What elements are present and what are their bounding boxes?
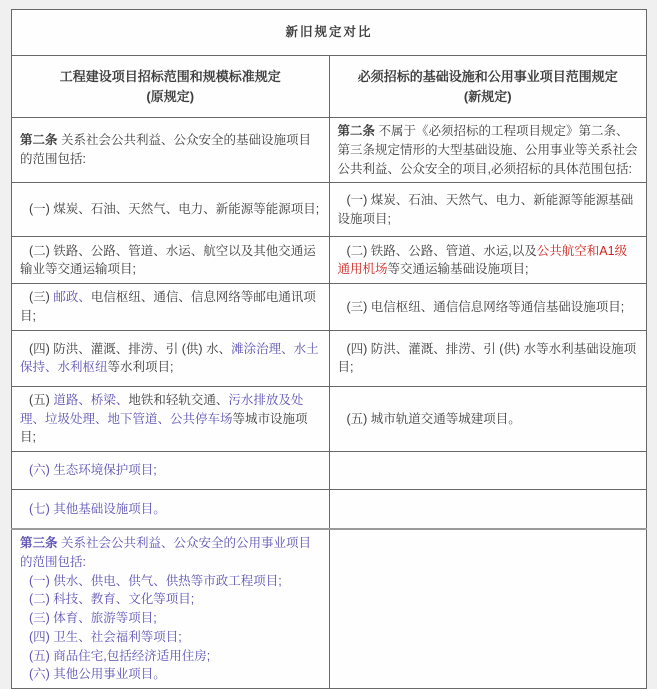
table-row [12, 237, 647, 284]
text-segment: (一) 煤炭、石油、天然气、电力、新能源等能源项目; [29, 202, 320, 217]
table-row [12, 330, 647, 386]
text-segment: (三) 体育、旅游等项目; [29, 611, 157, 625]
cell-paragraph [20, 131, 321, 169]
cell-old-regulation [12, 284, 330, 331]
text-segment: (二) 铁路、公路、管道、水运,以及 [346, 243, 537, 258]
text-segment: 邮政、 [53, 290, 91, 305]
text-segment: (五) 城市轨道交通等城建项目。 [346, 411, 521, 426]
table-row [12, 490, 647, 530]
cell-paragraph [20, 647, 321, 666]
text-segment: 第二条 [337, 124, 376, 138]
column-header-old-regulation [12, 56, 330, 118]
cell-paragraph [338, 340, 639, 378]
table-head [12, 10, 647, 118]
text-segment: 道路、桥梁、 [53, 392, 129, 407]
cell-old-regulation [12, 386, 330, 451]
cell-new-regulation [329, 118, 647, 183]
table-row [12, 386, 647, 451]
table-row [12, 284, 647, 331]
text-segment: (六) 生态环境保护项目; [29, 463, 157, 478]
cell-paragraph [20, 391, 321, 447]
text-segment: (二) 科技、教育、文化等项目; [29, 592, 195, 607]
cell-paragraph [338, 410, 639, 429]
cell-paragraph [338, 122, 639, 178]
text-segment: 第二条 [20, 133, 58, 148]
cell-paragraph [20, 500, 321, 519]
cell-new-regulation [329, 490, 647, 530]
cell-old-regulation [12, 330, 330, 386]
cell-paragraph [20, 609, 321, 628]
table-row [12, 452, 647, 490]
cell-old-regulation [12, 452, 330, 490]
cell-new-regulation [329, 529, 647, 689]
cell-paragraph [338, 242, 639, 280]
column-header-new-title: 必须招标的基础设施和公用事业项目范围规定 [357, 69, 618, 84]
column-header-new-regulation [329, 56, 647, 118]
table-row [12, 118, 647, 183]
text-segment: 电信枢纽、通信、信息网络等邮电通讯项目; [20, 290, 316, 323]
text-segment: 等交通运输基础设施项目; [387, 262, 529, 277]
text-segment: (三) [29, 290, 54, 305]
cell-paragraph [338, 191, 639, 229]
text-segment: (三) 电信枢纽、通信信息网络等通信基础设施项目; [346, 299, 625, 314]
text-segment: 滩涂治理、水土保持、水利枢纽 [20, 341, 319, 375]
text-segment: (六) 其他公用事业项目。 [29, 667, 166, 682]
cell-paragraph [20, 534, 321, 572]
title-row [12, 10, 647, 56]
cell-old-regulation [12, 237, 330, 284]
text-segment: (一) 供水、供电、供气、供热等市政工程项目; [29, 573, 282, 588]
cell-new-regulation [329, 330, 647, 386]
text-segment: (四) 防洪、灌溉、排涝、引 (供) 水、 [29, 341, 232, 356]
cell-old-regulation [12, 118, 330, 183]
cell-paragraph [20, 340, 321, 378]
table-row [12, 183, 647, 237]
page-title: 新旧规定对比 [12, 10, 647, 56]
cell-old-regulation [12, 183, 330, 237]
text-segment: 污水排放及处理、垃圾处理、地下管道、公共停车场 [20, 392, 304, 426]
text-segment: (一) 煤炭、石油、天然气、电力、新能源等能源基础设施项目; [337, 193, 634, 226]
cell-new-regulation [329, 183, 647, 237]
text-segment: 等水利项目; [107, 360, 174, 375]
comparison-table [11, 9, 647, 689]
text-segment: (五) [29, 392, 54, 407]
text-segment: (五) 商品住宅,包括经济适用住房; [29, 648, 211, 663]
table-row [12, 529, 647, 689]
column-header-new-subtitle: (新规定) [463, 88, 512, 104]
cell-new-regulation [329, 237, 647, 284]
table-body [12, 118, 647, 689]
column-header-old-subtitle: (原规定) [146, 88, 195, 104]
cell-new-regulation [329, 386, 647, 451]
cell-paragraph [338, 298, 639, 317]
cell-new-regulation [329, 284, 647, 331]
cell-paragraph [20, 288, 321, 326]
text-segment: 不属于《必须招标的工程项目规定》第二条、第三条规定情形的大型基础设施、公用事业等关系社会公共利益、公众安全的项目,必须招标的具体范围包括: [337, 124, 638, 176]
text-segment: 关系社会公共利益、公众安全的公用事业项目的范围包括: [20, 536, 311, 569]
text-segment: 第三条 [20, 536, 58, 550]
text-segment: 地铁和轻轨交通、 [128, 392, 229, 407]
cell-old-regulation [12, 490, 330, 530]
cell-paragraph [20, 665, 321, 684]
cell-paragraph [20, 461, 321, 480]
cell-paragraph [20, 242, 321, 280]
cell-paragraph [20, 572, 321, 591]
text-segment: (二) 铁路、公路、管道、水运、航空以及其他交通运输业等交通运输项目; [20, 243, 316, 277]
column-header-row [12, 56, 647, 118]
column-header-old-title: 工程建设项目招标范围和规模标准规定 [59, 69, 281, 84]
text-segment: (四) 卫生、社会福利等项目; [29, 629, 182, 644]
cell-paragraph [20, 200, 321, 219]
text-segment: 公共航空和A1级通用机场 [337, 243, 628, 277]
cell-new-regulation [329, 452, 647, 490]
text-segment: (七) 其他基础设施项目。 [29, 501, 166, 516]
cell-paragraph [20, 628, 321, 647]
cell-paragraph [20, 590, 321, 609]
text-segment: 关系社会公共利益、公众安全的基础设施项目的范围包括: [20, 133, 311, 167]
text-segment: 等城市设施项目; [20, 411, 308, 445]
text-segment: (四) 防洪、灌溉、排涝、引 (供) 水等水利基础设施项目; [337, 341, 637, 375]
cell-old-regulation [12, 529, 330, 689]
